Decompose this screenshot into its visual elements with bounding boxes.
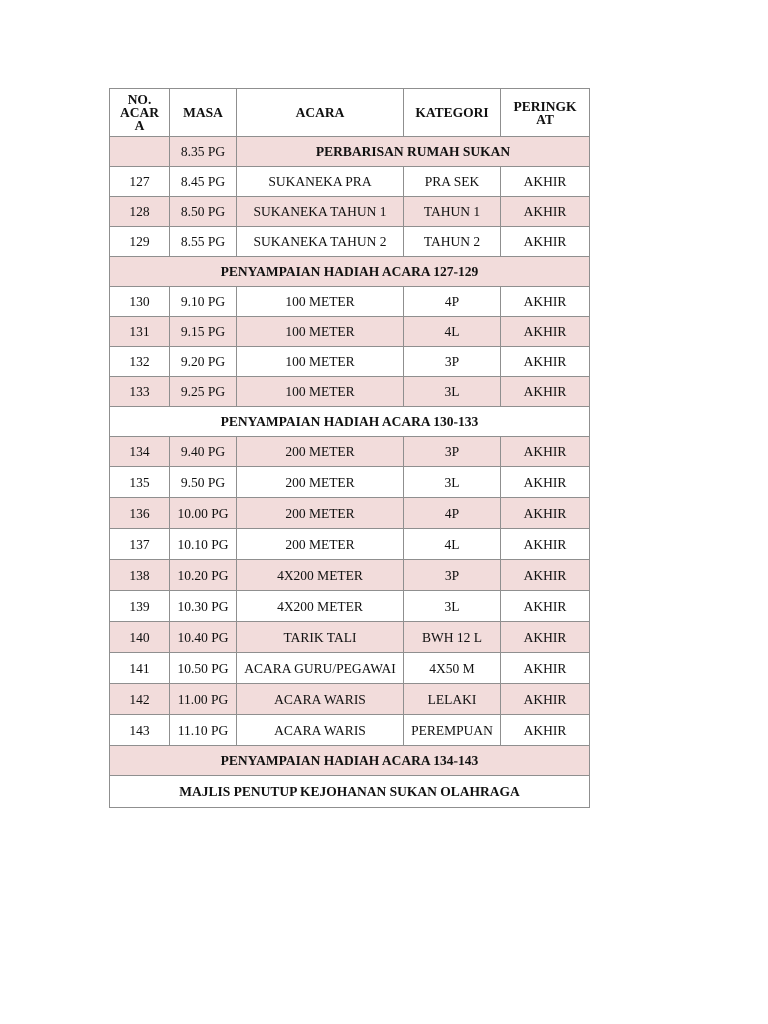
section-title: PENYAMPAIAN HADIAH ACARA 130-133: [110, 407, 590, 437]
event-number: 127: [110, 167, 170, 197]
header-kategori: KATEGORI: [404, 89, 501, 137]
event-name: 4X200 METER: [237, 591, 404, 622]
event-row: [110, 227, 590, 257]
event-level: AKHIR: [501, 227, 590, 257]
event-time: 8.50 PG: [170, 197, 237, 227]
event-name: 100 METER: [237, 287, 404, 317]
section-row: [110, 407, 590, 437]
event-time: 10.40 PG: [170, 622, 237, 653]
event-row: [110, 437, 590, 467]
event-number: 136: [110, 498, 170, 529]
event-name: SUKANEKA PRA: [237, 167, 404, 197]
event-time: 9.25 PG: [170, 377, 237, 407]
event-level: AKHIR: [501, 197, 590, 227]
event-time: 9.15 PG: [170, 317, 237, 347]
header-no-acara: NO. ACAR A: [110, 89, 170, 137]
event-category: PRA SEK: [404, 167, 501, 197]
event-row: [110, 287, 590, 317]
event-row: [110, 317, 590, 347]
event-row: [110, 529, 590, 560]
assembly-row: [110, 137, 590, 167]
event-level: AKHIR: [501, 287, 590, 317]
event-level: AKHIR: [501, 622, 590, 653]
section-row: [110, 257, 590, 287]
event-name: 200 METER: [237, 529, 404, 560]
event-time: 9.50 PG: [170, 467, 237, 498]
event-time: 8.35 PG: [170, 137, 237, 167]
event-row: [110, 167, 590, 197]
event-number: 135: [110, 467, 170, 498]
event-row: [110, 197, 590, 227]
event-name: ACARA WARIS: [237, 684, 404, 715]
event-category: BWH 12 L: [404, 622, 501, 653]
event-name: 100 METER: [237, 317, 404, 347]
event-number: 132: [110, 347, 170, 377]
event-level: AKHIR: [501, 377, 590, 407]
event-category: 4L: [404, 529, 501, 560]
event-time: 10.20 PG: [170, 560, 237, 591]
event-level: AKHIR: [501, 347, 590, 377]
event-time: 9.20 PG: [170, 347, 237, 377]
event-category: LELAKI: [404, 684, 501, 715]
event-row: [110, 684, 590, 715]
event-name: 100 METER: [237, 347, 404, 377]
event-category: 4X50 M: [404, 653, 501, 684]
event-name: ACARA GURU/PEGAWAI: [237, 653, 404, 684]
event-category: TAHUN 2: [404, 227, 501, 257]
event-number: 139: [110, 591, 170, 622]
event-level: AKHIR: [501, 560, 590, 591]
event-number: 128: [110, 197, 170, 227]
section-row: [110, 746, 590, 776]
event-number: 130: [110, 287, 170, 317]
event-time: 9.10 PG: [170, 287, 237, 317]
event-number: 138: [110, 560, 170, 591]
event-number: 133: [110, 377, 170, 407]
header-peringkat: PERINGK AT: [501, 89, 590, 137]
event-row: [110, 715, 590, 746]
event-category: 3P: [404, 437, 501, 467]
event-category: PEREMPUAN: [404, 715, 501, 746]
event-name: TARIK TALI: [237, 622, 404, 653]
event-level: AKHIR: [501, 437, 590, 467]
event-number: 131: [110, 317, 170, 347]
event-schedule-table: [109, 88, 590, 808]
event-name: 200 METER: [237, 498, 404, 529]
event-row: [110, 347, 590, 377]
header-masa: MASA: [170, 89, 237, 137]
event-level: AKHIR: [501, 317, 590, 347]
event-name: 100 METER: [237, 377, 404, 407]
event-category: 3L: [404, 591, 501, 622]
section-title: MAJLIS PENUTUP KEJOHANAN SUKAN OLAHRAGA: [110, 776, 590, 808]
event-level: AKHIR: [501, 715, 590, 746]
event-number: 141: [110, 653, 170, 684]
event-row: [110, 622, 590, 653]
event-name: 4X200 METER: [237, 560, 404, 591]
event-time: 11.10 PG: [170, 715, 237, 746]
section-title: PERBARISAN RUMAH SUKAN: [237, 137, 590, 167]
event-category: 4P: [404, 498, 501, 529]
event-time: 10.50 PG: [170, 653, 237, 684]
event-level: AKHIR: [501, 684, 590, 715]
event-number: 129: [110, 227, 170, 257]
event-name: 200 METER: [237, 467, 404, 498]
event-number: [110, 137, 170, 167]
section-title: PENYAMPAIAN HADIAH ACARA 134-143: [110, 746, 590, 776]
event-time: 10.10 PG: [170, 529, 237, 560]
event-row: [110, 498, 590, 529]
event-name: 200 METER: [237, 437, 404, 467]
event-level: AKHIR: [501, 653, 590, 684]
event-time: 10.30 PG: [170, 591, 237, 622]
event-number: 134: [110, 437, 170, 467]
event-category: TAHUN 1: [404, 197, 501, 227]
event-name: SUKANEKA TAHUN 2: [237, 227, 404, 257]
section-title: PENYAMPAIAN HADIAH ACARA 127-129: [110, 257, 590, 287]
event-number: 137: [110, 529, 170, 560]
event-row: [110, 377, 590, 407]
header-row: [110, 89, 590, 137]
event-level: AKHIR: [501, 498, 590, 529]
event-time: 8.55 PG: [170, 227, 237, 257]
event-level: AKHIR: [501, 591, 590, 622]
event-category: 4L: [404, 317, 501, 347]
event-row: [110, 560, 590, 591]
event-level: AKHIR: [501, 167, 590, 197]
event-category: 4P: [404, 287, 501, 317]
event-time: 9.40 PG: [170, 437, 237, 467]
event-name: SUKANEKA TAHUN 1: [237, 197, 404, 227]
header-acara: ACARA: [237, 89, 404, 137]
event-level: AKHIR: [501, 467, 590, 498]
event-time: 10.00 PG: [170, 498, 237, 529]
event-row: [110, 467, 590, 498]
event-category: 3P: [404, 560, 501, 591]
event-row: [110, 653, 590, 684]
event-category: 3P: [404, 347, 501, 377]
event-time: 8.45 PG: [170, 167, 237, 197]
event-category: 3L: [404, 377, 501, 407]
event-time: 11.00 PG: [170, 684, 237, 715]
event-row: [110, 591, 590, 622]
section-row: [110, 776, 590, 808]
event-category: 3L: [404, 467, 501, 498]
event-number: 140: [110, 622, 170, 653]
event-number: 142: [110, 684, 170, 715]
event-level: AKHIR: [501, 529, 590, 560]
event-number: 143: [110, 715, 170, 746]
event-name: ACARA WARIS: [237, 715, 404, 746]
